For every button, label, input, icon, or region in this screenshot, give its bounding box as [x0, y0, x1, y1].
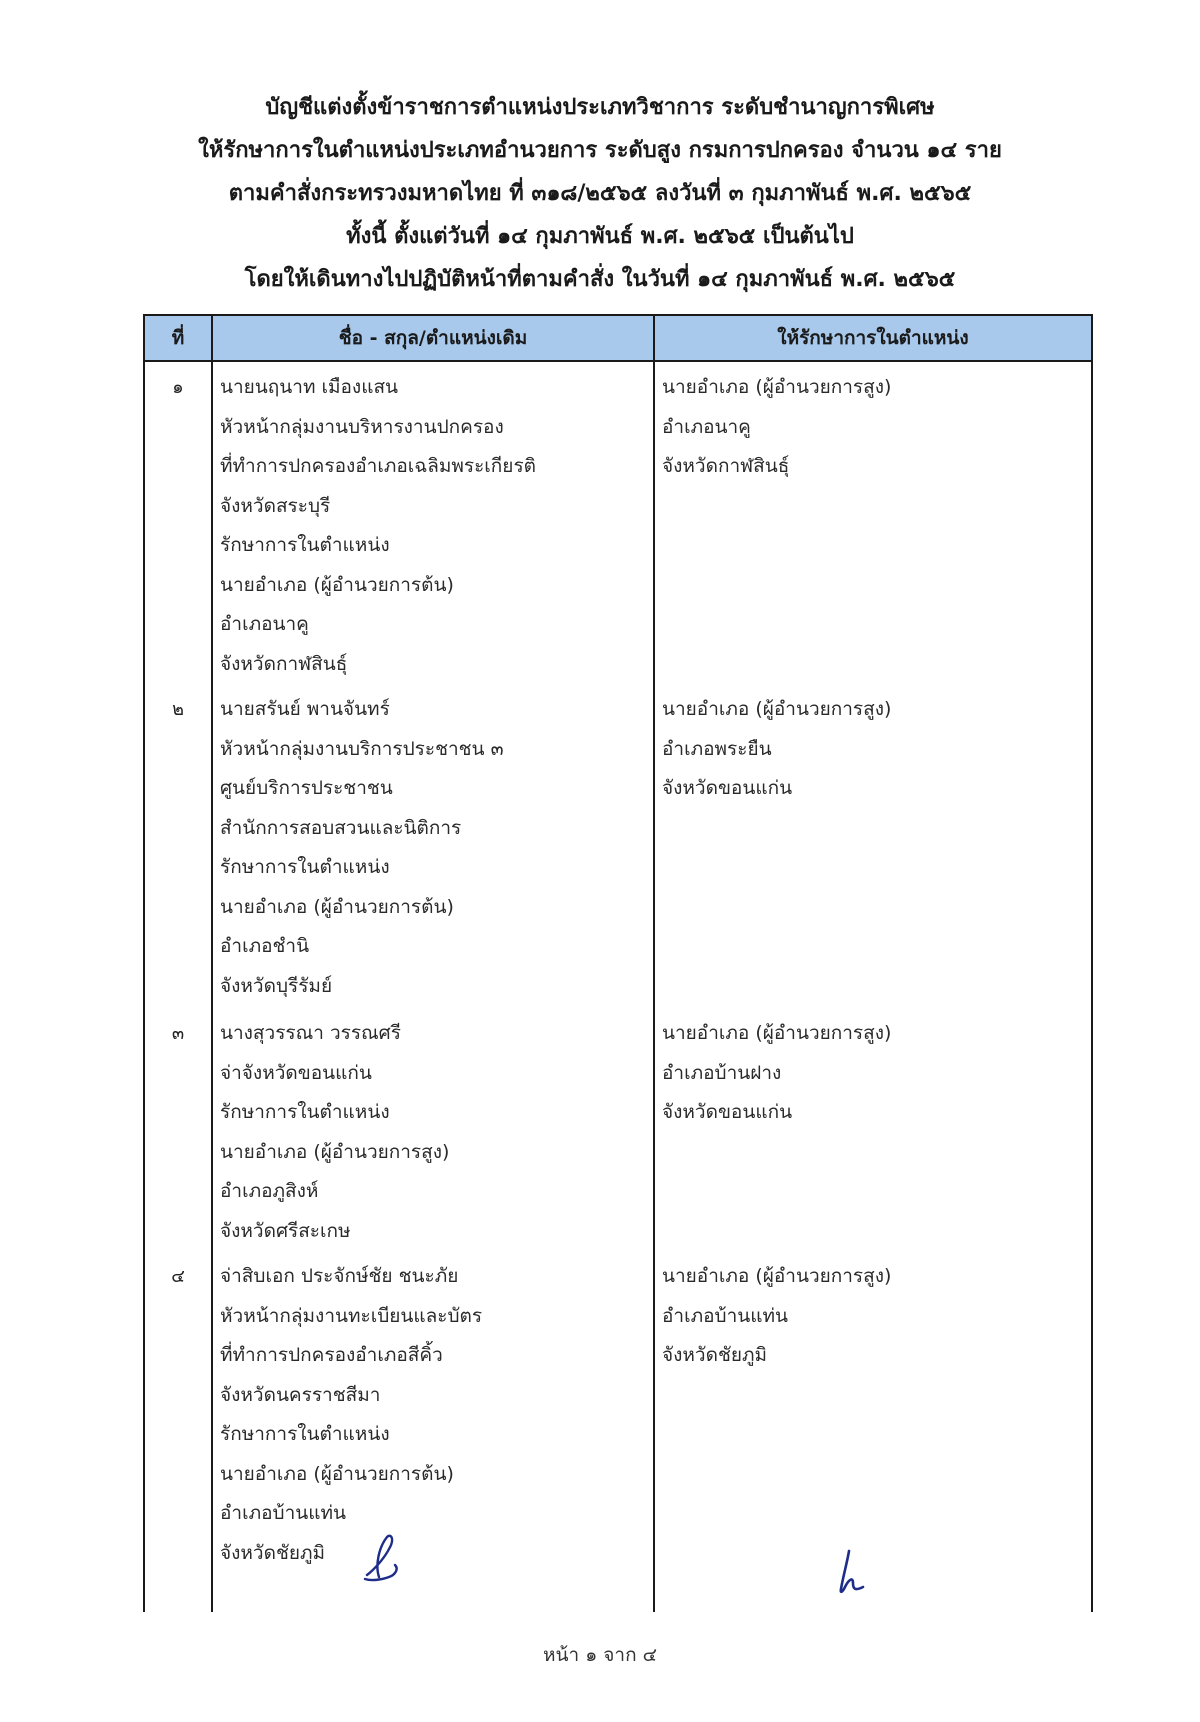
cell-line: จังหวัดนครราชสีมา — [220, 1383, 381, 1406]
cell-line: จังหวัดกาฬสินธุ์ — [220, 652, 348, 675]
cell-line: ที่ทำการปกครองอำเภอสีคิ้ว — [220, 1344, 443, 1366]
heading-line: ให้รักษาการในตำแหน่งประเภทอำนวยการ ระดับสูง กรมการปกครอง จำนวน ๑๔ ราย — [198, 138, 1002, 163]
cell-line: นางสุวรรณา วรรณศรี — [220, 1022, 401, 1044]
cell-line: รักษาการในตำแหน่ง — [220, 1101, 390, 1123]
old-position-cell — [220, 1257, 650, 1573]
document-heading — [0, 86, 1200, 301]
cell-line: นายสรันย์ พานจันทร์ — [220, 698, 390, 720]
table-header — [143, 314, 1093, 362]
cell-line: ศูนย์บริการประชาชน — [220, 777, 393, 799]
appointment-table — [143, 314, 1093, 1612]
cell-line: นายอำเภอ (ผู้อำนวยการต้น) — [220, 573, 454, 596]
cell-line: นายอำเภอ (ผู้อำนวยการต้น) — [220, 1462, 454, 1485]
heading-line: บัญชีแต่งตั้งข้าราชการตำแหน่งประเภทวิชาการ ระดับชำนาญการพิเศษ — [265, 95, 935, 120]
heading-line: ตามคำสั่งกระทรวงมหาดไทย ที่ ๓๑๘/๒๕๖๕ ลงวันที่ ๓ กุมภาพันธ์ พ.ศ. ๒๕๖๕ — [228, 181, 972, 206]
table-rule-left — [143, 314, 145, 1612]
cell-line: รักษาการในตำแหน่ง — [220, 1423, 390, 1445]
cell-line: สำนักการสอบสวนและนิติการ — [220, 816, 462, 839]
cell-line: จังหวัดสระบุรี — [220, 494, 331, 517]
signature-mark-left — [345, 1525, 425, 1595]
table-rule-number — [211, 314, 213, 1612]
cell-line: ที่ทำการปกครองอำเภอเฉลิมพระเกียรติ — [220, 455, 536, 477]
new-position-cell — [662, 368, 1087, 487]
cell-line: จังหวัดศรีสะเกษ — [220, 1219, 351, 1242]
cell-line: นายอำเภอ (ผู้อำนวยการสูง) — [662, 1022, 892, 1044]
cell-line: หัวหน้ากลุ่มงานบริการประชาชน ๓ — [220, 737, 504, 760]
row-number: ๑ — [172, 377, 184, 398]
row-number: ๒ — [172, 699, 184, 720]
header-number: ที่ — [171, 327, 185, 349]
cell-line: จังหวัดขอนแก่น — [662, 1101, 793, 1123]
cell-line: นายอำเภอ (ผู้อำนวยการสูง) — [662, 698, 892, 720]
cell-line: นายอำเภอ (ผู้อำนวยการต้น) — [220, 895, 454, 918]
heading-line: ทั้งนี้ ตั้งแต่วันที่ ๑๔ กุมภาพันธ์ พ.ศ. ๒๕๖๕ เป็นต้นไป — [346, 224, 854, 249]
cell-line: นายอำเภอ (ผู้อำนวยการสูง) — [662, 1265, 892, 1287]
new-position-cell — [662, 1257, 1087, 1376]
header-new-position: ให้รักษาการในตำแหน่ง — [777, 327, 969, 349]
old-position-cell — [220, 1014, 650, 1251]
cell-line: อำเภอพระยืน — [662, 737, 772, 760]
cell-line: อำเภอนาคู — [662, 415, 751, 438]
row-number: ๔ — [171, 1266, 185, 1287]
cell-line: อำเภอชำนิ — [220, 935, 310, 957]
signature-mark-right — [825, 1545, 885, 1605]
cell-line: จังหวัดกาฬสินธุ์ — [662, 455, 790, 477]
cell-line: จ่าจังหวัดขอนแก่น — [220, 1061, 372, 1084]
page-number: หน้า ๑ จาก ๔ — [542, 1644, 658, 1666]
cell-line: รักษาการในตำแหน่ง — [220, 534, 390, 556]
cell-line: จังหวัดบุรีรัมย์ — [220, 974, 333, 997]
new-position-cell — [662, 1014, 1087, 1133]
old-position-cell — [220, 368, 650, 684]
cell-line: จังหวัดชัยภูมิ — [220, 1541, 326, 1564]
cell-line: อำเภอภูสิงห์ — [220, 1180, 319, 1202]
cell-line: อำเภอนาคู — [220, 613, 309, 635]
cell-line: อำเภอบ้านแท่น — [662, 1304, 788, 1327]
cell-line: อำเภอบ้านฝาง — [662, 1061, 782, 1084]
cell-line: หัวหน้ากลุ่มงานทะเบียนและบัตร — [220, 1304, 483, 1327]
table-rule-right — [1091, 314, 1093, 1612]
cell-line: จังหวัดขอนแก่น — [662, 777, 793, 799]
header-old-position: ชื่อ - สกุล/ตำแหน่งเดิม — [338, 327, 528, 349]
heading-line: โดยให้เดินทางไปปฏิบัติหน้าที่ตามคำสั่ง ในวันที่ ๑๔ กุมภาพันธ์ พ.ศ. ๒๕๖๕ — [244, 267, 956, 292]
cell-line: นายอำเภอ (ผู้อำนวยการสูง) — [220, 1140, 450, 1163]
cell-line: จังหวัดชัยภูมิ — [662, 1344, 768, 1366]
table-rule-middle — [653, 314, 655, 1612]
cell-line: รักษาการในตำแหน่ง — [220, 856, 390, 878]
new-position-cell — [662, 690, 1087, 809]
row-number: ๓ — [171, 1023, 185, 1044]
cell-line: นายอำเภอ (ผู้อำนวยการสูง) — [662, 376, 892, 398]
cell-line: หัวหน้ากลุ่มงานบริหารงานปกครอง — [220, 415, 504, 438]
cell-line: อำเภอบ้านแท่น — [220, 1502, 346, 1524]
old-position-cell — [220, 690, 650, 1006]
cell-line: จ่าสิบเอก ประจักษ์ชัย ชนะภัย — [220, 1265, 459, 1287]
cell-line: นายนฤนาท เมืองแสน — [220, 376, 399, 398]
